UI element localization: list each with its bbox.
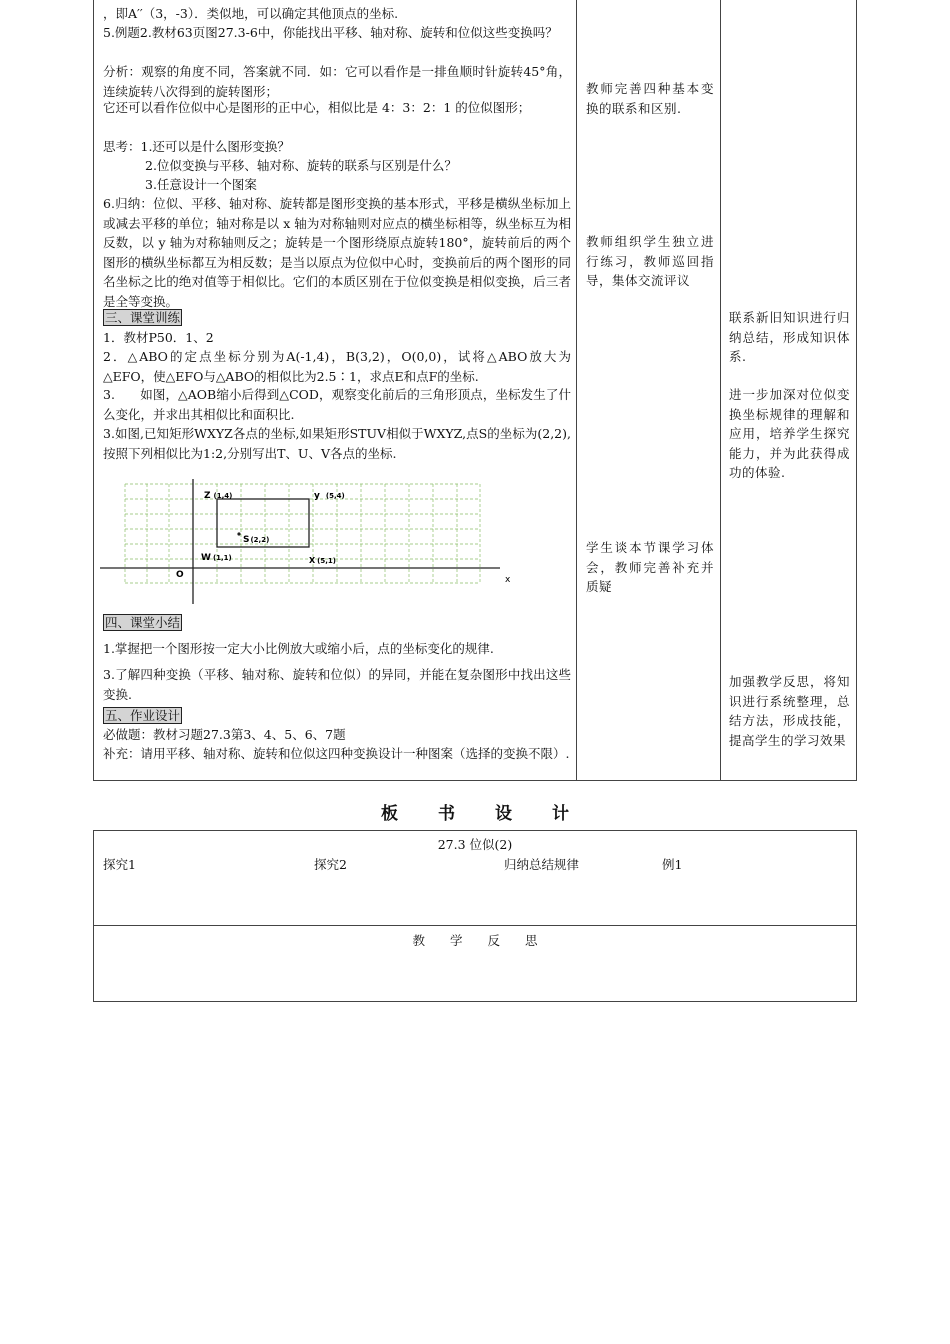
summary-1: 1.掌握把一个图形按一定大小比例放大或缩小后，点的坐标变化的规律. — [103, 641, 494, 656]
label-y-coord: (5,4) — [325, 492, 345, 500]
intent-note-3: 加强教学反思，将知识进行系统整理，总结方法，形成技能，提高学生的学习效果 — [729, 674, 850, 748]
teacher-note-2: 教师组织学生独立进行练习，教师巡回指导，集体交流评议 — [586, 234, 714, 288]
divider — [94, 925, 856, 926]
label-origin: O — [176, 570, 184, 580]
svg-text:Z(1,4) — [204, 491, 232, 501]
section-4-heading: 四、课堂小结 — [105, 615, 181, 630]
section-5-heading: 五、作业设计 — [105, 708, 181, 723]
train-2: 2．△ABO的定点坐标分别为A(-1,4)，B(3,2)，O(0,0)，试将△ABO放大为△EFO，使△EFO与△ABO的相似比为2.5∶1，求点E和点F的坐标. — [103, 349, 571, 384]
analysis: 分析：观察的角度不同，答案就不同．如：它可以看作是一排鱼顺时针旋转45°角，连续旋转八次得到的旋转图形； — [103, 64, 571, 99]
coordinate-figure — [100, 476, 520, 606]
board-explore-1: 探究1 — [103, 857, 136, 872]
section-3-heading: 三、课堂训练 — [105, 310, 181, 325]
teacher-note-3: 学生谈本节课学习体会，教师完善补充并质疑 — [586, 540, 714, 594]
board-design-title: 板书设计 — [381, 804, 609, 824]
summary-6: 6.归纳：位似、平移、轴对称、旋转都是图形变换的基本形式，平移是横纵坐标加上或减去平移的单位；轴对称是以 x 轴为对称轴则对应点的横坐标相等，纵坐标互为相反数，以 y 轴为对称轴则反之；旋转是一个图形绕原点旋转180°，旋转前后的两个图形的横纵坐标都互为相反数；是当以原点为位似中心时，变换前后的两个图形的同名坐标之比的绝对值等于相似比。它们的本质区别在于位似变换是相似变换，后三者是全等变换。 — [103, 196, 571, 309]
label-s-coord: (2,2) — [250, 536, 270, 544]
intent-note-1: 联系新旧知识进行归纳总结，形成知识体系. — [729, 310, 850, 364]
content-column — [94, 0, 577, 780]
label-x: X — [309, 556, 316, 565]
label-x-axis: x — [505, 575, 511, 585]
lesson-table — [93, 0, 857, 781]
intent-note-2: 进一步加深对位似变换坐标规律的理解和应用，培养学生探究能力，并为此获得成功的体验. — [729, 387, 850, 480]
teacher-note-1: 教师完善四种基本变换的联系和区别. — [586, 81, 714, 116]
train-3: 3. 如图，△AOB缩小后得到△COD，观察变化前后的三角形顶点，坐标发生了什么变化，并求出其相似比和面积比. — [103, 387, 571, 422]
label-w: W — [201, 553, 211, 563]
text-line: ，即A′′（3，-3）．类似地，可以确定其他顶点的坐标. — [103, 6, 399, 21]
board-design-box — [93, 830, 857, 1002]
design-intent-column — [721, 0, 856, 780]
label-x-coord: (5,1) — [317, 557, 336, 565]
label-w-coord: (1,1) — [212, 554, 232, 562]
board-summary-rule: 归纳总结规律 — [504, 857, 580, 872]
label-z-coord: (1,4) — [213, 492, 233, 500]
board-example-1: 例1 — [662, 857, 683, 872]
board-topic: 27.3 位似(2) — [437, 837, 513, 852]
analysis-2: 它还可以看作位似中心是图形的正中心，相似比是 4：3：2：1 的位似图形； — [103, 100, 531, 115]
summary-3: 3.了解四种变换（平移、轴对称、旋转和位似）的异同，并能在复杂图形中找出这些变换. — [103, 667, 571, 702]
point-s — [237, 532, 240, 535]
teaching-reflection-heading: 教 学 反 思 — [412, 933, 538, 948]
think-3: 3.任意设计一个图案 — [145, 177, 257, 192]
teacher-activity-column — [577, 0, 721, 780]
think-1: 思考：1.还可以是什么图形变换？ — [103, 139, 290, 154]
train-4: 3.如图,已知矩形WXYZ各点的坐标,如果矩形STUV相似于WXYZ,点S的坐标为(2,2),按照下列相似比为1:2,分别写出T、U、V各点的坐标. — [103, 426, 571, 461]
example-2: 5.例题2.教材63页图27.3-6中，你能找出平移、轴对称、旋转和位似这些变换吗？ — [103, 25, 558, 40]
train-1: 1．教材P50．1、2 — [103, 330, 214, 345]
svg-text:W(1,1) — [201, 553, 232, 563]
label-y: y — [314, 491, 320, 501]
board-explore-2: 探究2 — [314, 857, 347, 872]
svg-text:y(5,4) — [314, 491, 345, 501]
label-z: Z — [204, 491, 211, 501]
think-2: 2.位似变换与平移、轴对称、旋转的联系与区别是什么？ — [145, 158, 457, 173]
svg-text:X(5,1) — [309, 556, 336, 565]
homework-required: 必做题：教材习题27.3第3、4、5、6、7题 — [103, 727, 346, 742]
svg-text:S(2,2) — [243, 535, 269, 545]
label-s: S — [243, 535, 250, 545]
homework-extra: 补充：请用平移、轴对称、旋转和位似这四种变换设计一种图案（选择的变换不限）. — [103, 746, 570, 761]
